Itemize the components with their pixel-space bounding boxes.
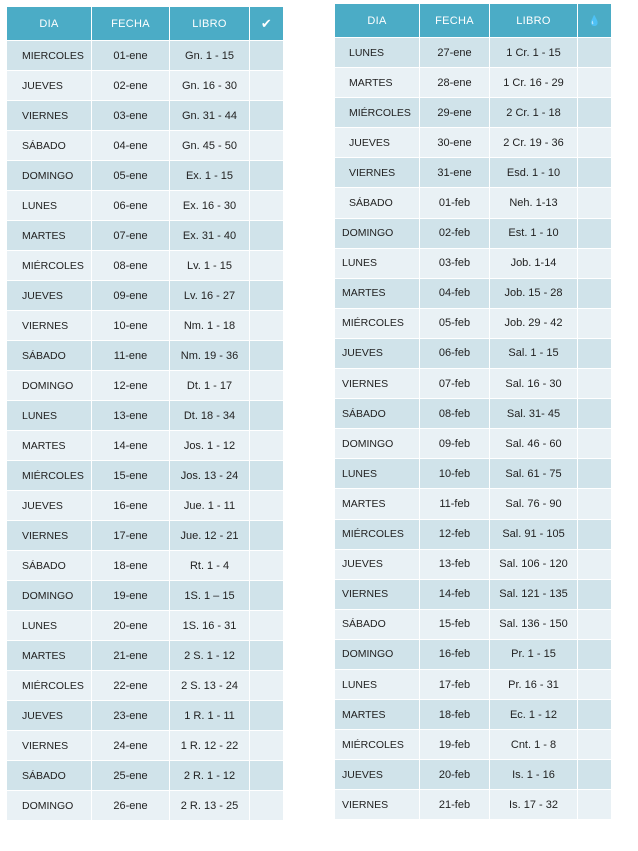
day-cell: SÁBADO bbox=[335, 398, 420, 428]
date-cell: 15-feb bbox=[420, 609, 490, 639]
table-row bbox=[7, 700, 283, 730]
reading-plan-table-left bbox=[7, 7, 283, 820]
checkbox-cell[interactable] bbox=[250, 310, 283, 340]
table-row bbox=[7, 340, 283, 370]
column-header-book: LIBRO bbox=[490, 4, 578, 37]
date-cell: 20-ene bbox=[92, 610, 170, 640]
table-row bbox=[335, 127, 611, 157]
table-row bbox=[7, 190, 283, 220]
checkbox-cell[interactable] bbox=[250, 640, 283, 670]
table-row bbox=[335, 699, 611, 729]
table-row bbox=[335, 669, 611, 699]
book-cell: Ex. 16 - 30 bbox=[170, 190, 250, 220]
day-cell: DOMINGO bbox=[7, 790, 92, 820]
date-cell: 09-ene bbox=[92, 280, 170, 310]
column-header-book: LIBRO bbox=[170, 7, 250, 40]
checkbox-cell[interactable] bbox=[578, 428, 611, 458]
table-row bbox=[335, 609, 611, 639]
day-cell: DOMINGO bbox=[335, 639, 420, 669]
book-cell: 1 R. 12 - 22 bbox=[170, 730, 250, 760]
day-cell: SÁBADO bbox=[335, 609, 420, 639]
table-row bbox=[335, 549, 611, 579]
checkbox-cell[interactable] bbox=[250, 70, 283, 100]
day-cell: MARTES bbox=[335, 67, 420, 97]
table-row bbox=[7, 400, 283, 430]
day-cell: MIÉRCOLES bbox=[7, 250, 92, 280]
date-cell: 05-ene bbox=[92, 160, 170, 190]
table-row bbox=[335, 248, 611, 278]
table-row bbox=[335, 458, 611, 488]
book-cell: Gn. 45 - 50 bbox=[170, 130, 250, 160]
date-cell: 05-feb bbox=[420, 308, 490, 338]
table-row bbox=[7, 580, 283, 610]
table-row bbox=[7, 520, 283, 550]
day-cell: SÁBADO bbox=[7, 130, 92, 160]
checkbox-cell[interactable] bbox=[578, 789, 611, 819]
table-row bbox=[7, 280, 283, 310]
date-cell: 12-feb bbox=[420, 519, 490, 549]
table-row bbox=[335, 368, 611, 398]
table-row bbox=[335, 67, 611, 97]
date-cell: 17-ene bbox=[92, 520, 170, 550]
book-cell: Sal. 136 - 150 bbox=[490, 609, 578, 639]
date-cell: 30-ene bbox=[420, 127, 490, 157]
table-row bbox=[335, 97, 611, 127]
date-cell: 31-ene bbox=[420, 157, 490, 187]
table-row bbox=[7, 370, 283, 400]
day-cell: JUEVES bbox=[335, 759, 420, 789]
date-cell: 06-feb bbox=[420, 338, 490, 368]
column-header-check bbox=[250, 7, 283, 40]
day-cell: VIERNES bbox=[7, 730, 92, 760]
date-cell: 02-feb bbox=[420, 218, 490, 248]
date-cell: 04-ene bbox=[92, 130, 170, 160]
date-cell: 28-ene bbox=[420, 67, 490, 97]
column-header-date: FECHA bbox=[420, 4, 490, 37]
date-cell: 14-feb bbox=[420, 579, 490, 609]
checkbox-cell[interactable] bbox=[578, 37, 611, 67]
checkbox-cell[interactable] bbox=[250, 490, 283, 520]
date-cell: 12-ene bbox=[92, 370, 170, 400]
day-cell: MIÉRCOLES bbox=[335, 729, 420, 759]
column-header-day: DIA bbox=[335, 4, 420, 37]
table-row bbox=[335, 187, 611, 217]
checkbox-cell[interactable] bbox=[578, 669, 611, 699]
book-cell: 2 R. 13 - 25 bbox=[170, 790, 250, 820]
book-cell: Sal. 91 - 105 bbox=[490, 519, 578, 549]
checkbox-cell[interactable] bbox=[578, 549, 611, 579]
day-cell: LUNES bbox=[335, 669, 420, 699]
date-cell: 14-ene bbox=[92, 430, 170, 460]
date-cell: 16-feb bbox=[420, 639, 490, 669]
day-cell: SÁBADO bbox=[335, 187, 420, 217]
date-cell: 18-ene bbox=[92, 550, 170, 580]
table-row bbox=[335, 519, 611, 549]
table-row bbox=[335, 759, 611, 789]
day-cell: VIERNES bbox=[335, 579, 420, 609]
book-cell: 2 R. 1 - 12 bbox=[170, 760, 250, 790]
book-cell: Esd. 1 - 10 bbox=[490, 157, 578, 187]
checkbox-cell[interactable] bbox=[578, 338, 611, 368]
book-cell: Nm. 19 - 36 bbox=[170, 340, 250, 370]
book-cell: 1 R. 1 - 11 bbox=[170, 700, 250, 730]
book-cell: Gn. 1 - 15 bbox=[170, 40, 250, 70]
checkbox-cell[interactable] bbox=[250, 340, 283, 370]
day-cell: JUEVES bbox=[335, 549, 420, 579]
day-cell: VIERNES bbox=[335, 157, 420, 187]
book-cell: Gn. 31 - 44 bbox=[170, 100, 250, 130]
column-header-date: FECHA bbox=[92, 7, 170, 40]
day-cell: JUEVES bbox=[335, 127, 420, 157]
table-row bbox=[7, 460, 283, 490]
book-cell: Job. 29 - 42 bbox=[490, 308, 578, 338]
checkbox-cell[interactable] bbox=[578, 248, 611, 278]
book-cell: Sal. 31- 45 bbox=[490, 398, 578, 428]
date-cell: 04-feb bbox=[420, 278, 490, 308]
book-cell: 1 Cr. 1 - 15 bbox=[490, 37, 578, 67]
book-cell: Sal. 46 - 60 bbox=[490, 428, 578, 458]
checkbox-cell[interactable] bbox=[250, 100, 283, 130]
day-cell: VIERNES bbox=[7, 310, 92, 340]
checkbox-cell[interactable] bbox=[250, 190, 283, 220]
date-cell: 03-feb bbox=[420, 248, 490, 278]
book-cell: 2 S. 13 - 24 bbox=[170, 670, 250, 700]
checkbox-cell[interactable] bbox=[250, 160, 283, 190]
checkbox-cell[interactable] bbox=[250, 400, 283, 430]
checkbox-cell[interactable] bbox=[250, 760, 283, 790]
date-cell: 18-feb bbox=[420, 699, 490, 729]
date-cell: 20-feb bbox=[420, 759, 490, 789]
checkbox-cell[interactable] bbox=[250, 790, 283, 820]
header-row bbox=[335, 4, 611, 37]
checkbox-cell[interactable] bbox=[578, 519, 611, 549]
date-cell: 11-feb bbox=[420, 488, 490, 518]
table-row bbox=[7, 550, 283, 580]
book-cell: 1 Cr. 16 - 29 bbox=[490, 67, 578, 97]
book-cell: Job. 1-14 bbox=[490, 248, 578, 278]
table-row bbox=[7, 100, 283, 130]
book-cell: Pr. 16 - 31 bbox=[490, 669, 578, 699]
table-row bbox=[335, 729, 611, 759]
checkbox-cell[interactable] bbox=[250, 130, 283, 160]
day-cell: VIERNES bbox=[7, 100, 92, 130]
table-row bbox=[335, 338, 611, 368]
checkbox-cell[interactable] bbox=[250, 280, 283, 310]
day-cell: JUEVES bbox=[7, 490, 92, 520]
table-row bbox=[7, 160, 283, 190]
book-cell: Sal. 106 - 120 bbox=[490, 549, 578, 579]
table-row bbox=[7, 310, 283, 340]
table-row bbox=[335, 218, 611, 248]
day-cell: DOMINGO bbox=[7, 160, 92, 190]
book-cell: Is. 1 - 16 bbox=[490, 759, 578, 789]
day-cell: SÁBADO bbox=[7, 340, 92, 370]
checkbox-cell[interactable] bbox=[250, 250, 283, 280]
checkbox-cell[interactable] bbox=[250, 220, 283, 250]
checkbox-cell[interactable] bbox=[578, 368, 611, 398]
day-cell: DOMINGO bbox=[335, 218, 420, 248]
day-cell: DOMINGO bbox=[335, 428, 420, 458]
date-cell: 19-feb bbox=[420, 729, 490, 759]
day-cell: LUNES bbox=[7, 610, 92, 640]
date-cell: 01-ene bbox=[92, 40, 170, 70]
date-cell: 03-ene bbox=[92, 100, 170, 130]
day-cell: DOMINGO bbox=[7, 370, 92, 400]
day-cell: JUEVES bbox=[7, 700, 92, 730]
checkbox-cell[interactable] bbox=[578, 609, 611, 639]
day-cell: SÁBADO bbox=[7, 760, 92, 790]
drop-icon: 💧 bbox=[588, 15, 601, 27]
checkbox-cell[interactable] bbox=[578, 488, 611, 518]
date-cell: 07-feb bbox=[420, 368, 490, 398]
date-cell: 21-feb bbox=[420, 789, 490, 819]
table-row bbox=[7, 40, 283, 70]
day-cell: MIÉRCOLES bbox=[335, 97, 420, 127]
checkbox-cell[interactable] bbox=[578, 759, 611, 789]
book-cell: Lv. 1 - 15 bbox=[170, 250, 250, 280]
table-row bbox=[335, 308, 611, 338]
date-cell: 10-feb bbox=[420, 458, 490, 488]
table-row bbox=[335, 278, 611, 308]
checkbox-cell[interactable] bbox=[250, 670, 283, 700]
date-cell: 02-ene bbox=[92, 70, 170, 100]
checkbox-cell[interactable] bbox=[578, 218, 611, 248]
day-cell: MARTES bbox=[7, 430, 92, 460]
date-cell: 26-ene bbox=[92, 790, 170, 820]
book-cell: Ex. 31 - 40 bbox=[170, 220, 250, 250]
checkbox-cell[interactable] bbox=[578, 127, 611, 157]
table-row bbox=[335, 428, 611, 458]
date-cell: 29-ene bbox=[420, 97, 490, 127]
checkbox-cell[interactable] bbox=[578, 579, 611, 609]
table-row bbox=[335, 398, 611, 428]
checkbox-cell[interactable] bbox=[578, 699, 611, 729]
checkbox-cell[interactable] bbox=[578, 187, 611, 217]
date-cell: 13-feb bbox=[420, 549, 490, 579]
date-cell: 07-ene bbox=[92, 220, 170, 250]
day-cell: LUNES bbox=[335, 458, 420, 488]
checkbox-cell[interactable] bbox=[578, 729, 611, 759]
book-cell: 1S. 16 - 31 bbox=[170, 610, 250, 640]
book-cell: 2 S. 1 - 12 bbox=[170, 640, 250, 670]
date-cell: 06-ene bbox=[92, 190, 170, 220]
checkbox-cell[interactable] bbox=[578, 67, 611, 97]
book-cell: Cnt. 1 - 8 bbox=[490, 729, 578, 759]
day-cell: JUEVES bbox=[7, 70, 92, 100]
day-cell: MIÉRCOLES bbox=[7, 460, 92, 490]
day-cell: VIERNES bbox=[335, 368, 420, 398]
day-cell: LUNES bbox=[7, 400, 92, 430]
table-row bbox=[335, 639, 611, 669]
checkbox-cell[interactable] bbox=[250, 550, 283, 580]
day-cell: VIERNES bbox=[335, 789, 420, 819]
table-row bbox=[7, 670, 283, 700]
book-cell: Jos. 13 - 24 bbox=[170, 460, 250, 490]
table-row bbox=[7, 430, 283, 460]
checkbox-cell[interactable] bbox=[250, 610, 283, 640]
table-row bbox=[7, 70, 283, 100]
date-cell: 01-feb bbox=[420, 187, 490, 217]
checkbox-cell[interactable] bbox=[578, 639, 611, 669]
book-cell: Jue. 1 - 11 bbox=[170, 490, 250, 520]
checkbox-cell[interactable] bbox=[578, 458, 611, 488]
table-row bbox=[7, 610, 283, 640]
book-cell: Dt. 1 - 17 bbox=[170, 370, 250, 400]
book-cell: Sal. 61 - 75 bbox=[490, 458, 578, 488]
book-cell: Neh. 1-13 bbox=[490, 187, 578, 217]
day-cell: MARTES bbox=[335, 488, 420, 518]
date-cell: 25-ene bbox=[92, 760, 170, 790]
day-cell: LUNES bbox=[7, 190, 92, 220]
checkbox-cell[interactable] bbox=[250, 730, 283, 760]
day-cell: SÁBADO bbox=[7, 550, 92, 580]
day-cell: JUEVES bbox=[335, 338, 420, 368]
table-row bbox=[335, 579, 611, 609]
header-row bbox=[7, 7, 283, 40]
checkbox-cell[interactable] bbox=[578, 398, 611, 428]
date-cell: 17-feb bbox=[420, 669, 490, 699]
column-header-day: DIA bbox=[7, 7, 92, 40]
checkbox-cell[interactable] bbox=[578, 97, 611, 127]
day-cell: MIERCOLES bbox=[7, 40, 92, 70]
table-row bbox=[335, 488, 611, 518]
table-row bbox=[7, 130, 283, 160]
book-cell: Dt. 18 - 34 bbox=[170, 400, 250, 430]
day-cell: LUNES bbox=[335, 37, 420, 67]
book-cell: Ec. 1 - 12 bbox=[490, 699, 578, 729]
day-cell: MARTES bbox=[335, 278, 420, 308]
book-cell: Sal. 16 - 30 bbox=[490, 368, 578, 398]
date-cell: 10-ene bbox=[92, 310, 170, 340]
check-icon: ✔ bbox=[260, 15, 273, 31]
checkbox-cell[interactable] bbox=[250, 580, 283, 610]
book-cell: Jos. 1 - 12 bbox=[170, 430, 250, 460]
date-cell: 19-ene bbox=[92, 580, 170, 610]
date-cell: 11-ene bbox=[92, 340, 170, 370]
table-row bbox=[335, 789, 611, 819]
reading-plan-table-right bbox=[335, 4, 611, 819]
book-cell: Is. 17 - 32 bbox=[490, 789, 578, 819]
book-cell: Sal. 1 - 15 bbox=[490, 338, 578, 368]
date-cell: 22-ene bbox=[92, 670, 170, 700]
book-cell: 1S. 1 – 15 bbox=[170, 580, 250, 610]
checkbox-cell[interactable] bbox=[250, 430, 283, 460]
day-cell: VIERNES bbox=[7, 520, 92, 550]
table-row bbox=[7, 250, 283, 280]
table-row bbox=[7, 220, 283, 250]
book-cell: Rt. 1 - 4 bbox=[170, 550, 250, 580]
day-cell: MIÉRCOLES bbox=[335, 308, 420, 338]
table-row bbox=[7, 640, 283, 670]
book-cell: Sal. 76 - 90 bbox=[490, 488, 578, 518]
date-cell: 13-ene bbox=[92, 400, 170, 430]
day-cell: MARTES bbox=[7, 640, 92, 670]
day-cell: JUEVES bbox=[7, 280, 92, 310]
book-cell: Sal. 121 - 135 bbox=[490, 579, 578, 609]
table-row bbox=[7, 790, 283, 820]
checkbox-cell[interactable] bbox=[250, 520, 283, 550]
table-row bbox=[7, 760, 283, 790]
book-cell: Ex. 1 - 15 bbox=[170, 160, 250, 190]
date-cell: 16-ene bbox=[92, 490, 170, 520]
table-row bbox=[7, 730, 283, 760]
checkbox-cell[interactable] bbox=[578, 157, 611, 187]
checkbox-cell[interactable] bbox=[250, 370, 283, 400]
book-cell: Job. 15 - 28 bbox=[490, 278, 578, 308]
date-cell: 23-ene bbox=[92, 700, 170, 730]
date-cell: 21-ene bbox=[92, 640, 170, 670]
checkbox-cell[interactable] bbox=[250, 700, 283, 730]
day-cell: DOMINGO bbox=[7, 580, 92, 610]
day-cell: MARTES bbox=[7, 220, 92, 250]
checkbox-cell[interactable] bbox=[578, 278, 611, 308]
table-row bbox=[335, 37, 611, 67]
book-cell: 2 Cr. 1 - 18 bbox=[490, 97, 578, 127]
book-cell: Gn. 16 - 30 bbox=[170, 70, 250, 100]
book-cell: Nm. 1 - 18 bbox=[170, 310, 250, 340]
book-cell: 2 Cr. 19 - 36 bbox=[490, 127, 578, 157]
book-cell: Est. 1 - 10 bbox=[490, 218, 578, 248]
day-cell: MARTES bbox=[335, 699, 420, 729]
table-row bbox=[335, 157, 611, 187]
book-cell: Pr. 1 - 15 bbox=[490, 639, 578, 669]
date-cell: 08-feb bbox=[420, 398, 490, 428]
date-cell: 09-feb bbox=[420, 428, 490, 458]
column-header-leaf bbox=[578, 4, 611, 37]
table-row bbox=[7, 490, 283, 520]
day-cell: MIÉRCOLES bbox=[7, 670, 92, 700]
checkbox-cell[interactable] bbox=[250, 460, 283, 490]
checkbox-cell[interactable] bbox=[250, 40, 283, 70]
book-cell: Jue. 12 - 21 bbox=[170, 520, 250, 550]
checkbox-cell[interactable] bbox=[578, 308, 611, 338]
date-cell: 24-ene bbox=[92, 730, 170, 760]
day-cell: MIÉRCOLES bbox=[335, 519, 420, 549]
date-cell: 27-ene bbox=[420, 37, 490, 67]
date-cell: 08-ene bbox=[92, 250, 170, 280]
date-cell: 15-ene bbox=[92, 460, 170, 490]
book-cell: Lv. 16 - 27 bbox=[170, 280, 250, 310]
day-cell: LUNES bbox=[335, 248, 420, 278]
